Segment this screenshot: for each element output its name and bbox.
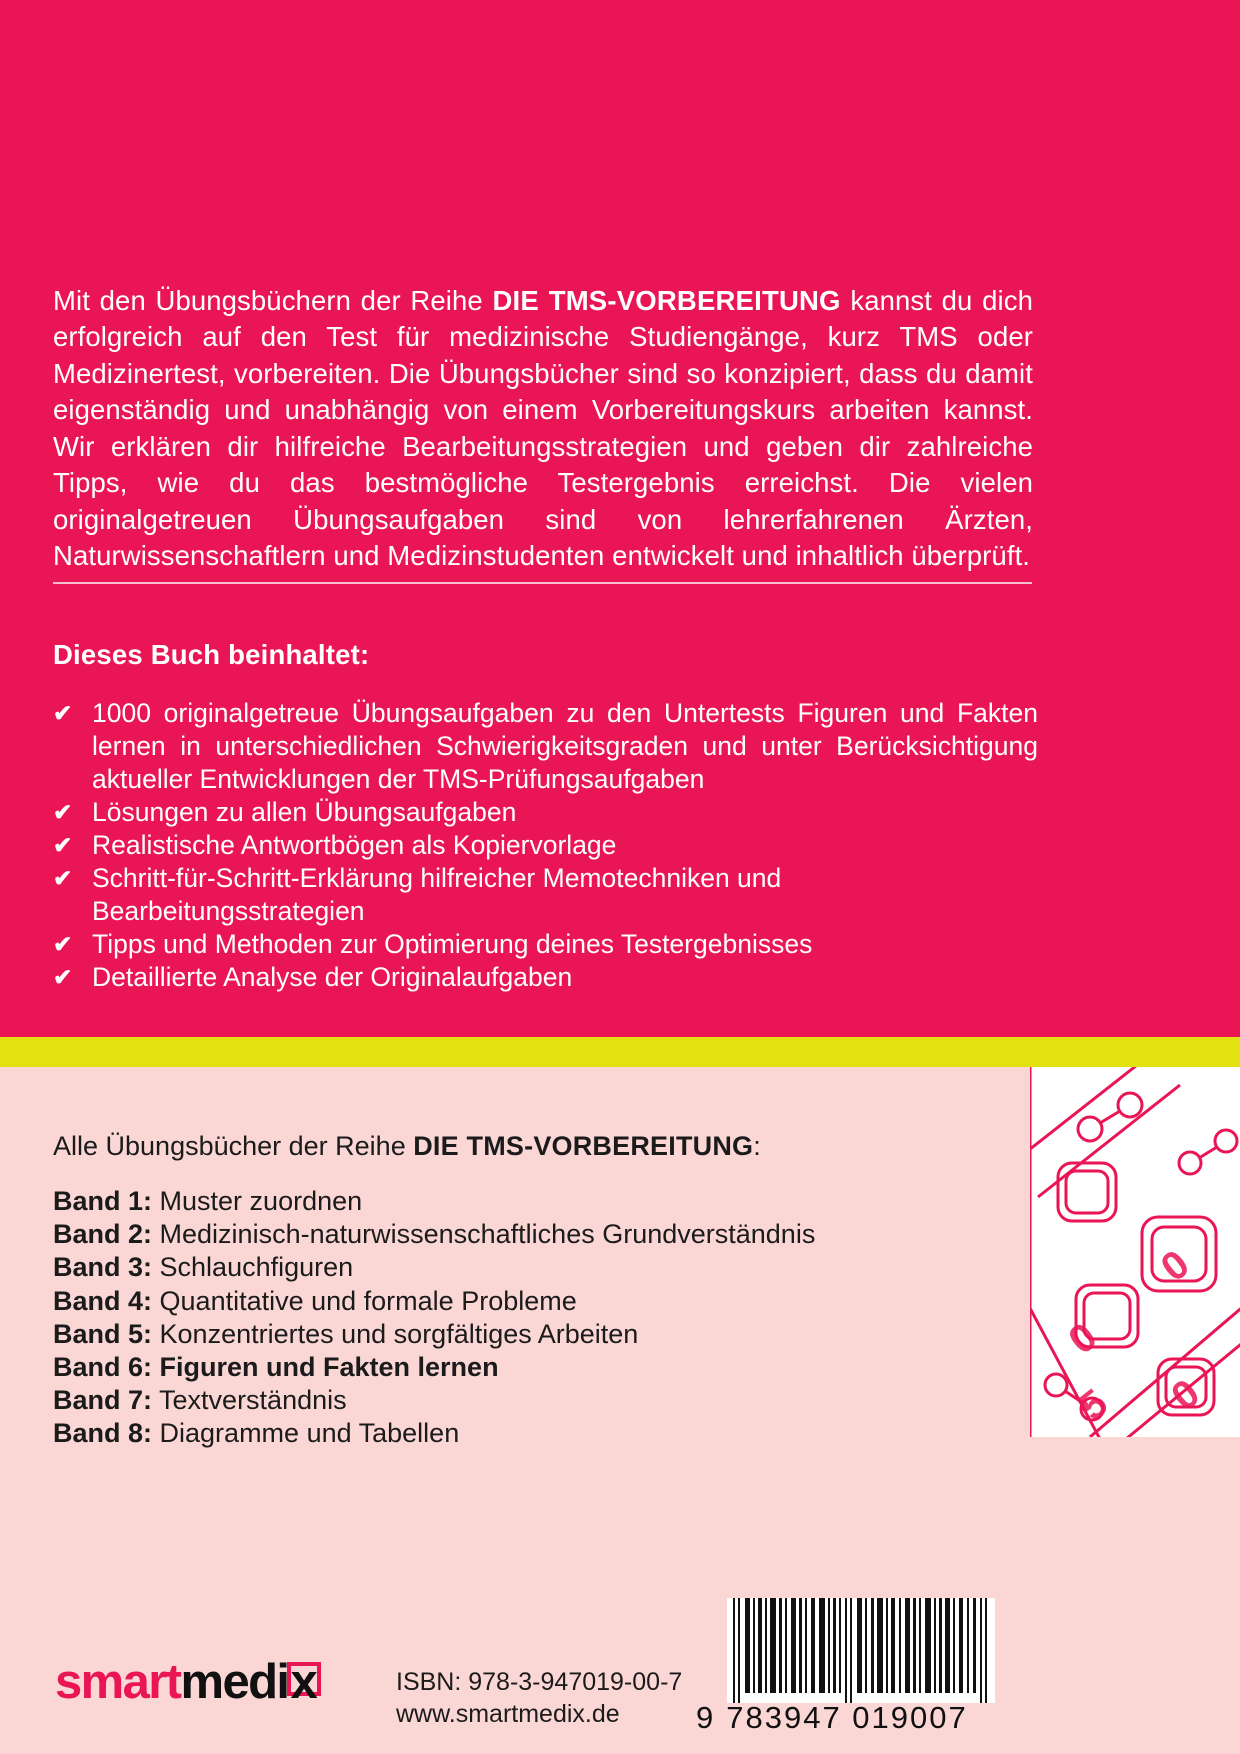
list-item [53, 829, 1038, 862]
intro-paragraph [53, 283, 1033, 575]
volume-number: Band 2: [53, 1219, 153, 1250]
list-item-label: 1000 originalgetreue Übungsaufgaben zu den Untertests Figuren und Fakten lernen in unterschiedlichen Schwierigkeitsgraden und unter Berücksichtigung aktueller Entwicklungen der TMS-Prüfungsaufgaben [92, 698, 1038, 794]
check-icon: ✔ [53, 799, 73, 825]
volume-number: Band 1: [53, 1186, 153, 1216]
volume-title: Diagramme und Tabellen [159, 1418, 460, 1449]
series-name-inline: DIE TMS-VORBEREITUNG [492, 284, 841, 316]
accent-stripe [0, 1037, 1240, 1067]
barcode-main-digits: 783947 019007 [726, 1700, 968, 1735]
list-item [53, 1285, 815, 1318]
barcode-number [696, 1700, 1026, 1736]
list-item-label: Schritt-für-Schritt-Erklärung hilfreicher Memotechniken und Bearbeitungsstrategien [92, 863, 782, 926]
list-item-label: Lösungen zu allen Übungsaufgaben [92, 797, 517, 827]
contains-heading: Dieses Buch beinhaltet: [53, 639, 370, 670]
volume-title: Quantitative und formale Probleme [159, 1285, 577, 1316]
logo-part-medi: medi [180, 1655, 289, 1709]
website-line[interactable]: www.smartmedix.de [396, 1700, 620, 1728]
series-intro-name: DIE TMS-VORBEREITUNG [413, 1131, 754, 1161]
barcode-lead-digit: 9 [696, 1700, 716, 1735]
list-item [53, 1251, 815, 1284]
svg-text:0: 0 [1153, 1241, 1198, 1291]
list-item-label: Tipps und Methoden zur Optimierung deines Testergebnisses [92, 929, 813, 959]
check-icon: ✔ [53, 700, 73, 726]
list-item [53, 961, 1038, 994]
volume-title: Medizinisch-naturwissenschaftliches Grundverständnis [159, 1219, 816, 1250]
series-volume-list [53, 1185, 815, 1451]
volume-number: Band 8: [53, 1418, 153, 1449]
series-intro-after: : [753, 1131, 761, 1161]
section-divider [53, 582, 1032, 584]
volume-number: Band 7: [53, 1385, 153, 1416]
volume-number: Band 6: [53, 1352, 153, 1383]
list-item [53, 1218, 815, 1251]
decorative-pattern-graphic [1030, 1067, 1240, 1437]
intro-text-after: kannst du dich erfolgreich auf den Test für medizinische Studiengänge, kurz TMS oder Medizinertest, vorbereiten. Die Übungsbücher sind so konzipiert, dass du damit eigenständig und unabhängig von einem Vorbereitungskurs arbeiten kannst. Wir erklären dir hilfreiche Bearbeitungsstrategien und geben dir zahlreiche Tipps, wie du das bestmögliche Testergebnis erreichst. Die vielen originalgetreuen Übungsaufgaben sind von lehrerfahrenen Ärzten, Naturwissenschaftlern und Medizinstudenten entwickelt und inhaltlich überprüft. [53, 284, 1033, 571]
check-icon: ✔ [53, 832, 73, 858]
list-item-label: Detaillierte Analyse der Originalaufgaben [92, 962, 573, 992]
svg-text:0: 0 [1060, 1314, 1106, 1363]
series-intro-before: Alle Übungsbücher der Reihe [53, 1131, 414, 1161]
volume-number: Band 5: [53, 1318, 153, 1349]
list-item [53, 796, 1038, 829]
check-icon: ✔ [53, 865, 73, 891]
volume-title: Textverständnis [159, 1385, 347, 1416]
list-item [53, 697, 1038, 796]
logo-x-glyph: x [290, 1655, 317, 1709]
series-intro-line [53, 1131, 761, 1162]
volume-title: Schlauchfiguren [159, 1252, 354, 1283]
list-item-current-volume [53, 1351, 815, 1384]
isbn-line: ISBN: 978-3-947019-00-7 [396, 1668, 683, 1696]
list-item-label: Realistische Antwortbögen als Kopiervorlage [92, 830, 617, 860]
check-icon: ✔ [53, 931, 73, 957]
volume-number: Band 4: [53, 1285, 153, 1316]
publisher-logo [55, 1655, 318, 1709]
feature-list [53, 697, 1038, 994]
list-item [53, 862, 1038, 928]
isbn-block [396, 1666, 682, 1730]
barcode [727, 1598, 995, 1703]
volume-number: Band 3: [53, 1252, 153, 1283]
logo-part-smart: smart [55, 1655, 181, 1709]
list-item [53, 1185, 815, 1218]
volume-title: Konzentriertes und sorgfältiges Arbeiten [159, 1318, 639, 1349]
logo-part-x [288, 1655, 318, 1709]
svg-text:0: 0 [1163, 1370, 1208, 1420]
svg-text:5: 5 [1071, 1380, 1116, 1430]
volume-title: Figuren und Fakten lernen [159, 1352, 499, 1383]
list-item [53, 1318, 815, 1351]
intro-text-before: Mit den Übungsbüchern der Reihe [53, 284, 493, 316]
list-item [53, 928, 1038, 961]
volume-title: Muster zuordnen [159, 1186, 363, 1216]
list-item [53, 1417, 815, 1450]
list-item [53, 1384, 815, 1417]
check-icon: ✔ [53, 964, 73, 990]
